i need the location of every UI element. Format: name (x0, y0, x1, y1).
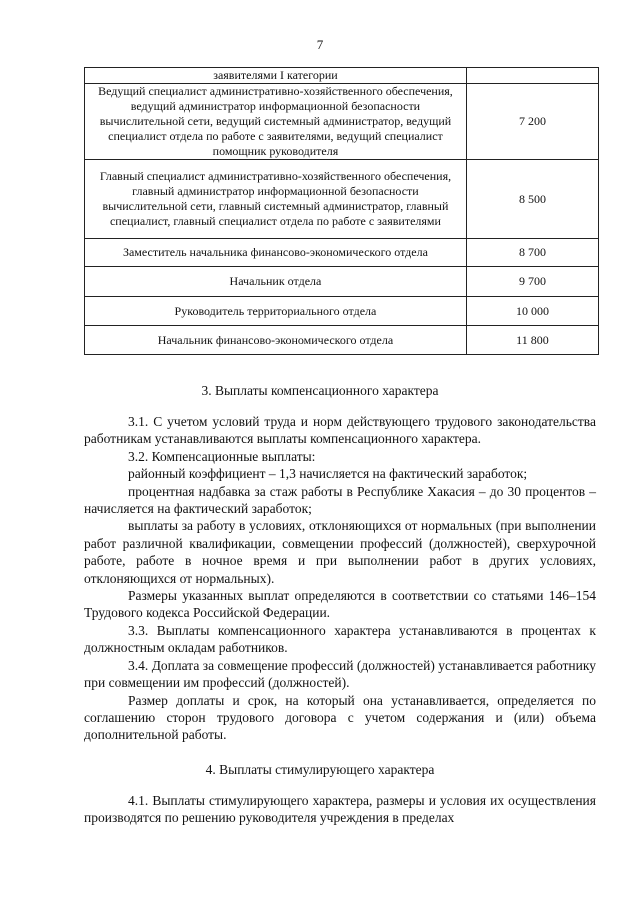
paragraph: 4.1. Выплаты стимулирующего характера, размеры и условия их осуществления производятся по решению руководителя учреждения в пределах (84, 793, 596, 826)
table-row (85, 297, 599, 326)
section-3-body (84, 413, 596, 744)
paragraph: 3.1. С учетом условий труда и норм действующего трудового законодательства работникам устанавливаются выплаты компенсационного характера. (84, 414, 596, 447)
paragraph: 3.2. Компенсационные выплаты: (128, 448, 316, 464)
table-cell-position: Начальник отдела (85, 267, 467, 297)
table-cell-position: заявителями I категории (85, 68, 467, 84)
paragraph: процентная надбавка за стаж работы в Республике Хакасия – до 30 процентов – начисляется на фактический заработок; (84, 483, 596, 517)
paragraph: 3.3. Выплаты компенсационного характера устанавливаются в процентах к должностным окладам работников. (84, 622, 596, 656)
table-row (85, 68, 599, 84)
table-row (85, 84, 599, 160)
table-cell-position: Главный специалист административно-хозяйственного обеспечения, главный администратор информационной безопасности вычислительной сети, главный системный администратор, главный специалист, главный специалист отдела по работе с заявителями (85, 160, 467, 239)
table-cell-amount: 7 200 (466, 84, 598, 160)
table-cell-amount: 9 700 (466, 267, 598, 297)
page-number: 7 (316, 37, 324, 52)
paragraph: районный коэффициент – 1,3 начисляется на фактический заработок; (128, 466, 528, 482)
paragraph: Размер доплаты и срок, на который она устанавливается, определяется по соглашению сторон трудового договора с учетом содержания и (или) объема дополнительной работы. (84, 692, 596, 743)
section-4-title: 4. Выплаты стимулирующего характера (205, 762, 435, 777)
paragraph: выплаты за работу в условиях, отклоняющихся от нормальных (при выполнении работ различной квалификации, совмещении профессий (должностей), сверхурочной работе, работе в ночное время и при выполнении работ в других условиях, отклоняющихся от нормальных). (84, 518, 596, 586)
paragraph: Размеры указанных выплат определяются в соответствии со статьями 146–154 Трудового кодекса Российской Федерации. (84, 588, 596, 621)
table-cell-position: Заместитель начальника финансово-экономического отдела (85, 239, 467, 267)
table-cell-amount: 8 700 (466, 239, 598, 267)
paragraph: 3.4. Доплата за совмещение профессий (должностей) устанавливается работнику при совмещении им профессий (должностей). (84, 657, 596, 691)
table-row (85, 160, 599, 239)
table-cell-position: Руководитель территориального отдела (85, 297, 467, 326)
table-row (85, 239, 599, 267)
table-row (85, 326, 599, 355)
section-4-body (84, 792, 596, 827)
table-cell-amount: 11 800 (466, 326, 598, 355)
table-row (85, 267, 599, 297)
salary-table (84, 67, 599, 355)
section-3-title: 3. Выплаты компенсационного характера (201, 383, 439, 398)
table-cell-amount: 8 500 (466, 160, 598, 239)
table-cell-position: Ведущий специалист административно-хозяйственного обеспечения, ведущий администратор информационной безопасности вычислительной сети, ведущий системный администратор, ведущий специалист отдела по работе с заявителями, ведущий специалист помощник руководителя (85, 84, 467, 160)
table-cell-amount: 10 000 (466, 297, 598, 326)
table-cell-amount (466, 68, 598, 84)
table-cell-position: Начальник финансово-экономического отдела (85, 326, 467, 355)
